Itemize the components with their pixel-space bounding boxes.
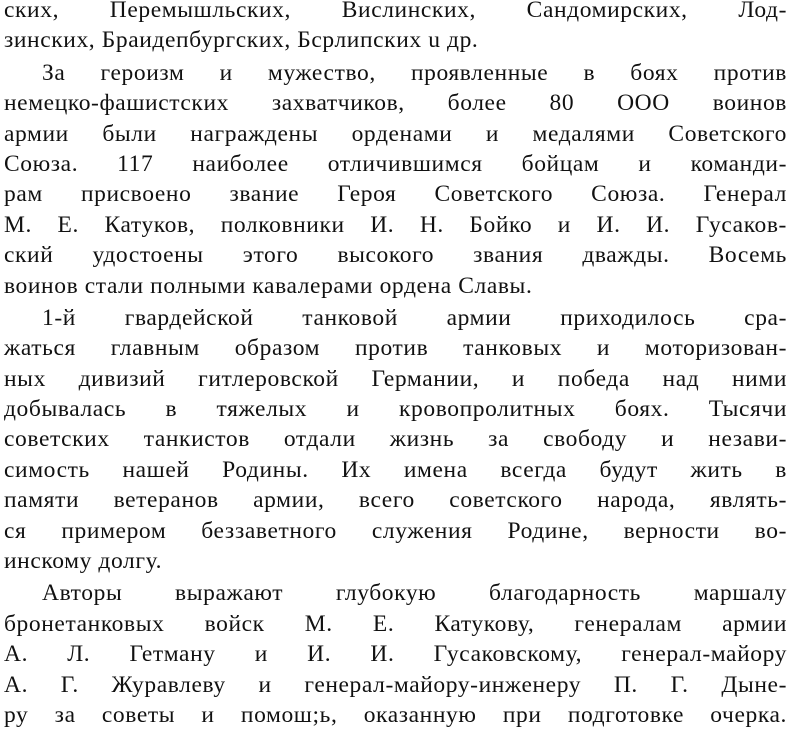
text-line: инскому долгу.	[4, 548, 163, 575]
text-line: ся примером беззаветного служения Родине, верности во-	[4, 517, 787, 544]
paragraph-awards	[4, 58, 787, 301]
text-line: А. Г. Журавлеву и генерал-майору-инженеру П. Г. Дыне-	[4, 671, 787, 698]
text-line: бронетанковых войск М. Е. Катукову, генералам армии	[4, 610, 787, 637]
text-line: добывалась в тяжелых и кровопролитных боях. Тысячи	[4, 396, 787, 423]
paragraph-acknowledgements	[4, 578, 787, 730]
text-line: немецко-фашистских захватчиков, более 80 ООО воинов	[4, 90, 787, 117]
text-line: М. Е. Катуков, полковники И. Н. Бойко и И. И. Гусаков-	[4, 211, 787, 238]
text-line: А. Л. Гетману и И. И. Гусаковскому, генерал-майору	[4, 641, 787, 668]
text-line: ский удостоены этого высокого звания дважды. Восемь	[4, 242, 787, 269]
document-page	[4, 0, 787, 728]
text-line: За героизм и мужество, проявленные в боях против	[42, 59, 787, 86]
text-line: 1-й гвардейской танковой армии приходилось сра-	[42, 304, 787, 331]
text-line: ру за советы и помош;ь, оказанную при подготовке очерка.	[4, 701, 787, 728]
text-line: Союза. 117 наиболее отличившимся бойцам и команди-	[4, 150, 787, 177]
text-line: ских, Перемышльских, Вислинских, Сандомирских, Лод-	[4, 0, 787, 23]
text-line: советских танкистов отдали жизнь за свободу и незави-	[4, 426, 787, 453]
text-line: симость нашей Родины. Их имена всегда будут жить в	[4, 456, 787, 483]
text-line: памяти ветеранов армии, всего советского народа, являть-	[4, 487, 787, 514]
text-line: ных дивизий гитлеровской Германии, и победа над ними	[4, 365, 787, 392]
text-line: жаться главным образом против танковых и моторизован-	[4, 335, 787, 362]
text-line: рам присвоено звание Героя Советского Союза. Генерал	[4, 181, 787, 208]
paragraph-army-battles	[4, 303, 787, 577]
text-line: армии были награждены орденами и медалями Советского	[4, 120, 787, 147]
paragraph-continuation	[4, 0, 787, 56]
text-line: зинских, Браидепбургских, Бсрлипских u др.	[4, 27, 479, 54]
text-line: Авторы выражают глубокую благодарность маршалу	[42, 580, 787, 607]
text-line: воинов стали полными кавалерами ордена Славы.	[4, 272, 533, 299]
